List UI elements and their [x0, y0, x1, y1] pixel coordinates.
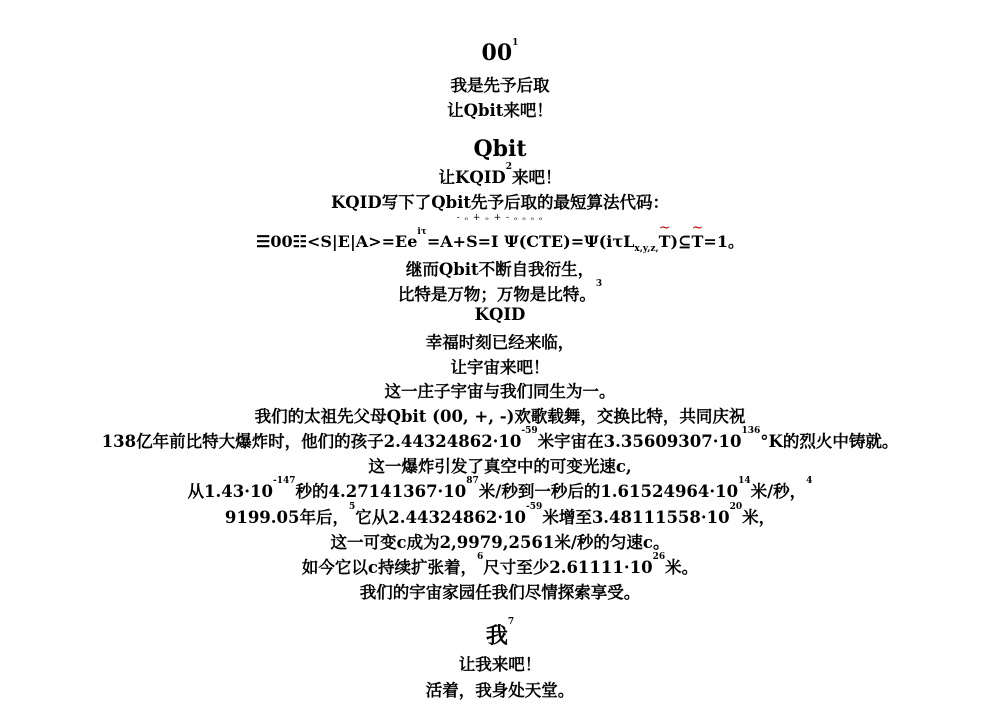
text-line — [0, 554, 1000, 578]
text-span: 它从2.44324862·10 — [355, 508, 527, 527]
text-line — [0, 504, 1000, 528]
section-title-qbit: Qbit — [473, 136, 527, 162]
text-line: 继而Qbit不断自我衍生， — [405, 260, 595, 279]
formula-line — [0, 220, 1000, 254]
text-line: KQID写下了Qbit先予后取的最短算法代码： — [330, 193, 670, 212]
text-line: 这一爆炸引发了真空中的可变光速c, — [368, 457, 632, 476]
text-span: °K的烈火中铸就。 — [760, 432, 899, 451]
text-span: 9199.05年后， — [224, 508, 349, 527]
formula-part: T — [691, 232, 704, 251]
formula-part: T — [658, 232, 671, 251]
text-line — [0, 428, 1000, 452]
exponent: -59 — [526, 502, 543, 512]
text-line: 让宇宙来吧！ — [450, 358, 550, 377]
section-title-00 — [0, 40, 1000, 66]
text-span: 米宇宙在3.35609307·10 — [537, 432, 742, 451]
exponent: -59 — [521, 426, 538, 436]
text-line: 让Qbit来吧！ — [447, 101, 553, 120]
text-span: 米， — [742, 508, 776, 527]
text-line: 活着，我身处天堂。 — [425, 681, 575, 700]
title-text: 我 — [485, 623, 508, 649]
text-span: 秒的4.27141367·10 — [295, 482, 467, 501]
tilde-mark: ~ — [691, 220, 704, 236]
text-span: 来吧！ — [512, 168, 562, 187]
exponent: 26 — [652, 552, 666, 562]
text-span: 米/秒到一秒后的1.61524964·10 — [478, 482, 739, 501]
text-line: 让我来吧！ — [458, 655, 542, 674]
footnote-ref[interactable]: 5 — [349, 502, 356, 512]
exponent: 136 — [741, 426, 761, 436]
tilde-t-symbol — [691, 220, 704, 251]
text-line: 这一可变c成为2,9979,2561米/秒的匀速c。 — [330, 533, 670, 552]
formula-marks: - ₒ + ₒ + - ₒ ₒ ₒ ₒ — [456, 213, 544, 223]
footnote-ref[interactable]: 3 — [595, 279, 603, 289]
footnote-ref[interactable]: 4 — [806, 476, 813, 486]
text-line — [0, 478, 1000, 502]
formula-subscript: x,y,z, — [634, 244, 659, 254]
text-line — [0, 164, 1000, 188]
text-span: 比特是万物；万物是比特。 — [397, 285, 596, 304]
text-span: 138亿年前比特大爆炸时，他们的孩子2.44324862·10 — [101, 432, 522, 451]
text-span: 米。 — [665, 558, 699, 577]
section-title-kqid: KQID — [474, 305, 526, 324]
text-line: 我们的宇宙家园任我们尽情探索享受。 — [359, 583, 641, 602]
text-line: 幸福时刻已经来临， — [425, 333, 575, 352]
text-span: 让KQID — [438, 168, 506, 187]
formula-part: )⊆ — [670, 232, 692, 251]
formula-part: =1。 — [703, 232, 744, 251]
text-line: 我们的太祖先父母Qbit (00, +, -)欢歌载舞，交换比特，共同庆祝 — [254, 407, 746, 426]
text-span: 尺寸至少2.61111·10 — [483, 558, 653, 577]
section-title-me — [0, 619, 1000, 650]
footnote-ref[interactable]: 6 — [476, 552, 484, 562]
formula-exponent: iτ — [417, 227, 427, 237]
exponent: -147 — [272, 476, 296, 486]
text-line: 我是先予后取 — [450, 76, 550, 95]
tilde-t-symbol — [658, 220, 671, 251]
formula-part: ☰00☷<S|E|A>=Ee — [256, 232, 418, 251]
footnote-ref[interactable]: 1 — [512, 38, 519, 48]
exponent: 20 — [729, 502, 743, 512]
formula-part: =A+S=I Ψ(CTE)=Ψ(iτL — [426, 232, 635, 251]
text-span: 从1.43·10 — [187, 482, 273, 501]
footnote-ref[interactable]: 2 — [505, 162, 512, 172]
exponent: 87 — [466, 476, 479, 486]
text-span: 米增至3.48111558·10 — [542, 508, 730, 527]
text-line — [0, 281, 1000, 305]
footnote-ref[interactable]: 7 — [507, 617, 515, 627]
exponent: 14 — [738, 476, 751, 486]
text-line: 这一庄子宇宙与我们同生为一。 — [384, 382, 616, 401]
text-span: 如今它以c持续扩张着， — [301, 558, 477, 577]
text-span: 米/秒， — [750, 482, 807, 501]
title-text: 00 — [481, 40, 513, 66]
tilde-mark: ~ — [658, 220, 671, 236]
